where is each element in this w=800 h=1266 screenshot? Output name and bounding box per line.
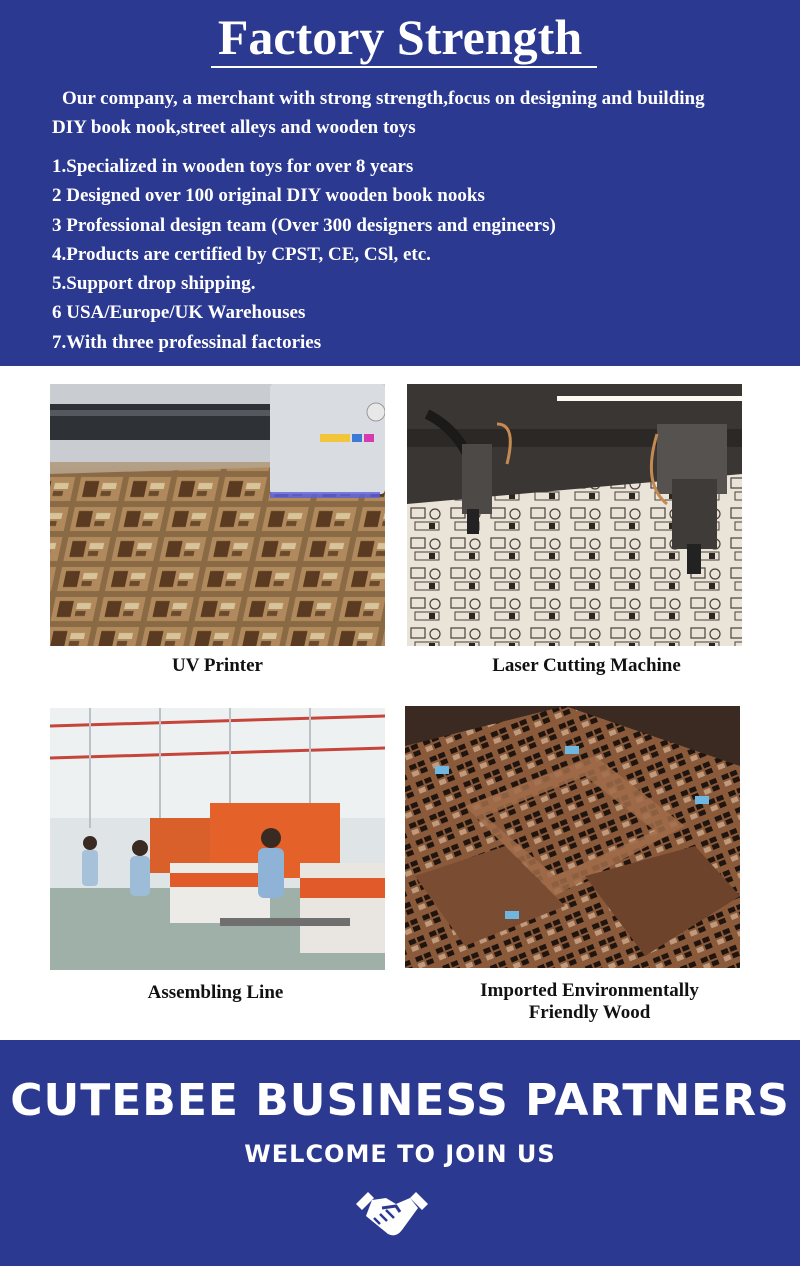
feature-item: 5.Support drop shipping. [52,273,256,295]
caption-line-2: Friendly Wood [528,1002,651,1023]
feature-item: 4.Products are certified by CPST, CE, CSl, etc. [52,243,431,265]
photo-caption: Laser Cutting Machine [492,655,681,676]
feature-item: 7.With three professinal factories [52,331,322,353]
uv-printer-photo [50,384,385,646]
brand-heading: CUTEBEE BUSINESS PARTNERS [10,1075,790,1126]
welcome-text: WELCOME TO JOIN US [244,1140,556,1168]
wood-panels-photo [405,706,740,968]
intro-line-2: DIY book nook,street alleys and wooden toys [52,117,416,138]
feature-list [52,152,772,357]
feature-item: 2 Designed over 100 original DIY wooden book nooks [52,185,485,207]
feature-item: 1.Specialized in wooden toys for over 8 years [52,156,414,177]
photo-caption: UV Printer [172,655,263,676]
feature-item: 6 USA/Europe/UK Warehouses [52,302,306,324]
photo-caption: Assembling Line [147,982,284,1003]
caption-line-1: Imported Environmentally [480,980,699,1001]
feature-item: 3 Professional design team (Over 300 designers and engineers) [52,214,556,236]
handshake-icon [352,1186,432,1246]
company-intro [52,84,772,142]
page-title: Factory Strength [217,9,583,65]
intro-line-1: Our company, a merchant with strong strength,focus on designing and building [62,88,705,109]
assembling-line-photo [50,708,385,970]
laser-cutting-photo [407,384,742,646]
title-underline [211,66,597,68]
partners-banner [0,1040,800,1266]
factory-strength-section [0,0,800,366]
photo-caption [422,980,757,1024]
